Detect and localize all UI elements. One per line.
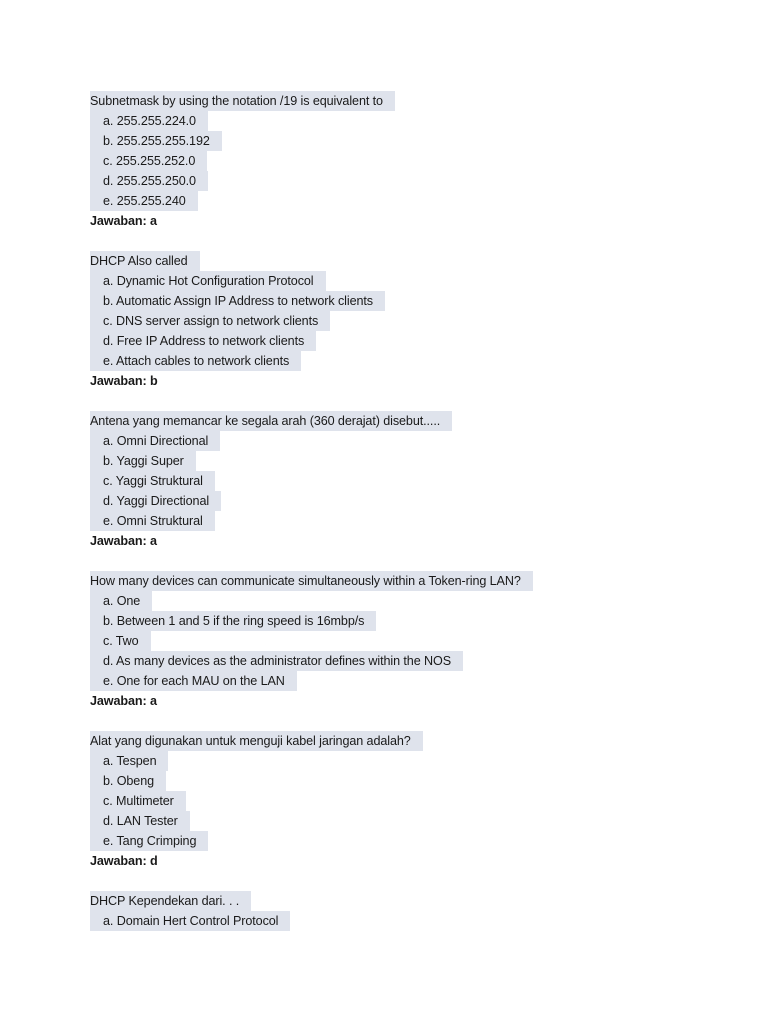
option-d: d. 255.255.250.0 bbox=[90, 171, 208, 191]
option-a: a. Tespen bbox=[90, 751, 168, 771]
option-d: d. Free IP Address to network clients bbox=[90, 331, 316, 351]
option-d: d. Yaggi Directional bbox=[90, 491, 221, 511]
option-e: e. 255.255.240 bbox=[90, 191, 198, 211]
option-a: a. 255.255.224.0 bbox=[90, 111, 208, 131]
answer-text: Jawaban: a bbox=[90, 214, 157, 228]
option-e: e. Attach cables to network clients bbox=[90, 351, 301, 371]
option-a: a. One bbox=[90, 591, 152, 611]
option-a: a. Domain Hert Control Protocol bbox=[90, 911, 290, 931]
option-a: a. Dynamic Hot Configuration Protocol bbox=[90, 271, 326, 291]
option-c: c. Yaggi Struktural bbox=[90, 471, 215, 491]
question-text: DHCP Kependekan dari. . . bbox=[90, 891, 251, 911]
option-d: d. LAN Tester bbox=[90, 811, 190, 831]
option-c: c. Multimeter bbox=[90, 791, 186, 811]
option-c: c. 255.255.252.0 bbox=[90, 151, 207, 171]
option-e: e. One for each MAU on the LAN bbox=[90, 671, 297, 691]
question-text: Antena yang memancar ke segala arah (360 derajat) disebut..... bbox=[90, 411, 452, 431]
question-text: How many devices can communicate simultaneously within a Token-ring LAN? bbox=[90, 571, 533, 591]
answer-text: Jawaban: a bbox=[90, 534, 157, 548]
question-text: DHCP Also called bbox=[90, 251, 200, 271]
option-b: b. 255.255.255.192 bbox=[90, 131, 222, 151]
option-d: d. As many devices as the administrator defines within the NOS bbox=[90, 651, 463, 671]
option-c: c. Two bbox=[90, 631, 151, 651]
answer-text: Jawaban: d bbox=[90, 854, 158, 868]
option-a: a. Omni Directional bbox=[90, 431, 220, 451]
option-b: b. Yaggi Super bbox=[90, 451, 196, 471]
option-c: c. DNS server assign to network clients bbox=[90, 311, 330, 331]
option-e: e. Omni Struktural bbox=[90, 511, 215, 531]
answer-text: Jawaban: a bbox=[90, 694, 157, 708]
answer-text: Jawaban: b bbox=[90, 374, 158, 388]
option-b: b. Automatic Assign IP Address to network clients bbox=[90, 291, 385, 311]
question-text: Subnetmask by using the notation /19 is equivalent to bbox=[90, 91, 395, 111]
option-e: e. Tang Crimping bbox=[90, 831, 208, 851]
question-text: Alat yang digunakan untuk menguji kabel jaringan adalah? bbox=[90, 731, 423, 751]
option-b: b. Obeng bbox=[90, 771, 166, 791]
option-b: b. Between 1 and 5 if the ring speed is 16mbp/s bbox=[90, 611, 376, 631]
